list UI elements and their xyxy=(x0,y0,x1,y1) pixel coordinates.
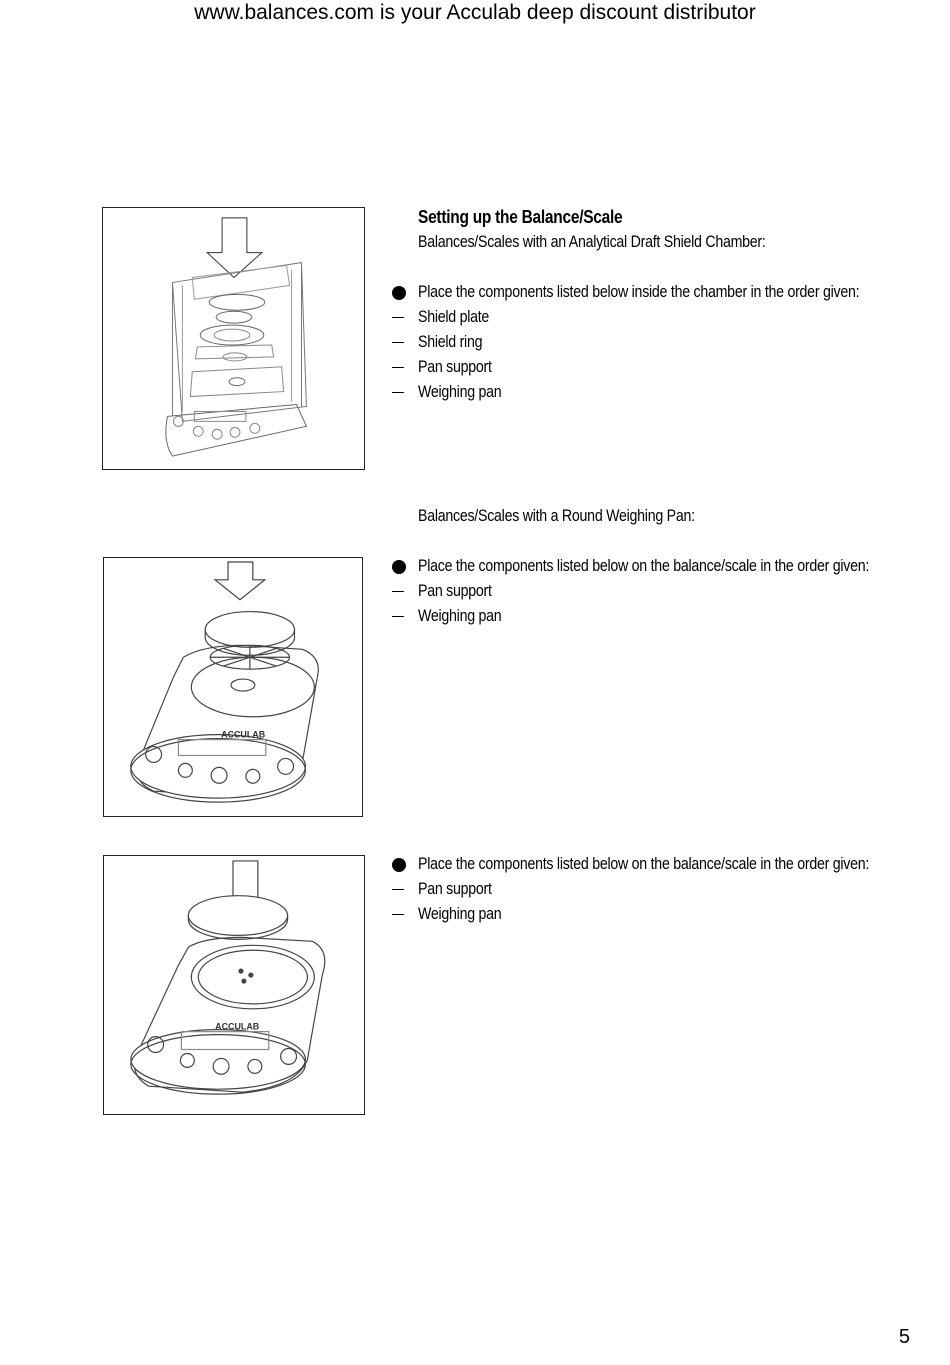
list-item: Weighing pan xyxy=(390,604,930,629)
page-number: 5 xyxy=(898,1326,910,1348)
bullet-item: Place the components listed below on the balance/scale in the order given: xyxy=(390,852,930,877)
bullet-icon xyxy=(392,560,406,574)
flat-pan-balance-illustration xyxy=(104,856,364,1114)
dash-icon xyxy=(392,317,404,319)
dash-icon xyxy=(392,392,404,394)
dash-icon xyxy=(392,591,404,593)
section-subtitle: Balances/Scales with an Analytical Draft Shield Chamber: xyxy=(418,233,766,251)
down-arrow-icon xyxy=(207,218,262,278)
section-title: Setting up the Balance/Scale xyxy=(418,207,623,227)
draft-shield-balance-illustration xyxy=(103,208,364,469)
list-item: Shield plate xyxy=(390,305,930,330)
brand-logo: ACCULAB xyxy=(215,1021,260,1032)
dash-icon xyxy=(392,914,404,916)
dash-icon xyxy=(392,616,404,618)
section-draft-shield xyxy=(390,205,930,405)
list-item: Pan support xyxy=(390,877,930,902)
dash-icon xyxy=(392,367,404,369)
round-pan-balance-illustration xyxy=(104,558,362,816)
bullet-item: Place the components listed below on the balance/scale in the order given: xyxy=(390,554,930,579)
section-flat-pan xyxy=(390,852,930,927)
figure-draft-shield-balance xyxy=(102,207,365,470)
dash-icon xyxy=(392,342,404,344)
down-arrow-icon xyxy=(215,562,265,600)
bullet-icon xyxy=(392,286,406,300)
figure-flat-pan-balance xyxy=(103,855,365,1115)
bullet-item: Place the components listed below inside the chamber in the order given: xyxy=(390,280,930,305)
distributor-header: www.balances.com is your Acculab deep discount distributor xyxy=(194,1,756,24)
list-item: Pan support xyxy=(390,579,930,604)
section-subtitle: Balances/Scales with a Round Weighing Pan: xyxy=(418,507,695,525)
dash-icon xyxy=(392,889,404,891)
figure-round-pan-balance xyxy=(103,557,363,817)
bullet-icon xyxy=(392,858,406,872)
list-item: Weighing pan xyxy=(390,902,930,927)
list-item: Shield ring xyxy=(390,330,930,355)
list-item: Weighing pan xyxy=(390,380,930,405)
section-round-pan xyxy=(390,504,930,629)
list-item: Pan support xyxy=(390,355,930,380)
brand-logo: ACCULAB xyxy=(221,729,266,740)
